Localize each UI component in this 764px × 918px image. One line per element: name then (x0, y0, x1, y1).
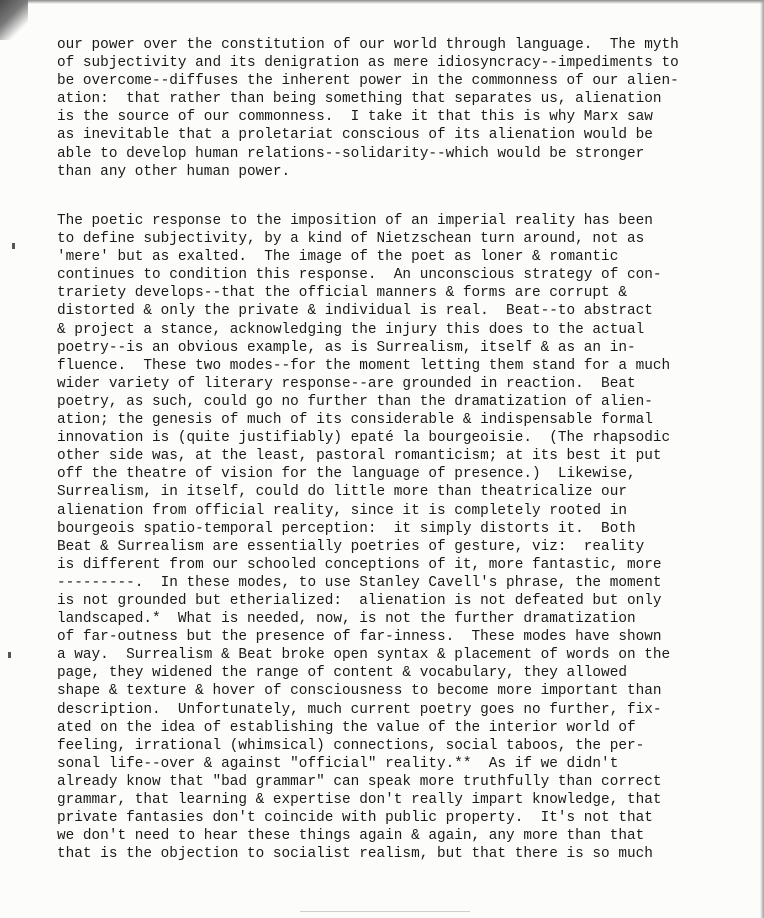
paragraph-2 (57, 212, 705, 863)
text-line: ation; the genesis of much of its considerable & indispensable formal (57, 412, 653, 429)
margin-mark (8, 652, 11, 658)
text-line: shape & texture & hover of consciousness to become more important than (57, 683, 662, 700)
text-line: as inevitable that a proletariat conscious of its alienation would be (57, 127, 653, 144)
text-line: able to develop human relations--solidarity--which would be stronger (57, 145, 645, 162)
text-line: ---------. In these modes, to use Stanley Cavell's phrase, the moment (57, 574, 662, 591)
text-line: private fantasies don't coincide with public property. It's not that (57, 810, 653, 827)
text-line: we don't need to hear these things again & again, any more than that (57, 828, 645, 845)
text-line: fluence. These two modes--for the moment letting them stand for a much (57, 357, 671, 374)
text-line: page, they widened the range of content & vocabulary, they allowed (57, 665, 627, 682)
text-line: wider variety of literary response--are grounded in reaction. Beat (57, 375, 636, 392)
page-corner-shadow (0, 0, 28, 40)
text-line: to define subjectivity, by a kind of Nietzschean turn around, not as (57, 231, 645, 248)
text-line: distorted & only the private & individual is real. Beat--to abstract (57, 303, 653, 320)
text-line: innovation is (quite justifiably) epaté la bourgeoisie. (The rhapsodic (57, 430, 671, 447)
text-line: poetry--is an obvious example, as is Surrealism, itself & as an in- (57, 339, 636, 356)
page-bottom-mark (300, 911, 470, 912)
text-line: & project a stance, acknowledging the injury this does to the actual (57, 321, 645, 338)
text-line: sonal life--over & against "official" reality.** As if we didn't (57, 755, 619, 772)
text-line: The poetic response to the imposition of an imperial reality has been (57, 213, 653, 229)
margin-mark (12, 243, 15, 249)
page-top-edge-shadow (0, 0, 764, 4)
text-line: already know that "bad grammar" can speak more truthfully than correct (57, 773, 662, 790)
text-line: landscaped.* What is needed, now, is not the further dramatization (57, 611, 636, 628)
text-line: be overcome--diffuses the inherent power in the commonness of our alien- (57, 73, 679, 90)
text-line: bourgeois spatio-temporal perception: it simply distorts it. Both (57, 520, 636, 537)
text-line: of far-outness but the presence of far-inness. These modes have shown (57, 629, 662, 646)
text-line: is different from our schooled conceptions of it, more fantastic, more (57, 556, 662, 573)
text-line: Surrealism, in itself, could do little more than theatricalize our (57, 484, 627, 501)
text-line: is the source of our commonness. I take it that this is why Marx saw (57, 109, 653, 126)
text-line: a way. Surrealism & Beat broke open syntax & placement of words on the (57, 647, 671, 664)
text-line: other side was, at the least, pastoral romanticism; at its best it put (57, 448, 662, 465)
text-line: 'mere' but as exalted. The image of the poet as loner & romantic (57, 249, 619, 266)
text-line: our power over the constitution of our world through language. The myth (57, 37, 679, 53)
text-line: poetry, as such, could go no further than the dramatization of alien- (57, 393, 653, 410)
text-line: grammar, that learning & expertise don't really impart knowledge, that (57, 792, 662, 808)
text-line: continues to condition this response. An unconscious strategy of con- (57, 267, 662, 284)
text-line: is not grounded but etherialized: alienation is not defeated but only (57, 592, 662, 609)
text-line: trariety develops--that the official manners & forms are corrupt & (57, 285, 627, 302)
text-line: ated on the idea of establishing the value of the interior world of (57, 719, 636, 736)
text-line: of subjectivity and its denigration as mere idiosyncracy--impediments to (57, 55, 679, 72)
text-line: than any other human power. (57, 163, 291, 180)
text-line: feeling, irrational (whimsical) connections, social taboos, the per- (57, 737, 645, 754)
text-line: ation: that rather than being something that separates us, alienation (57, 91, 662, 108)
paragraph-1 (57, 36, 705, 181)
page-right-edge-shadow (760, 0, 764, 918)
text-line: that is the objection to socialist realism, but that there is so much (57, 846, 653, 863)
text-line: off the theatre of vision for the language of presence.) Likewise, (57, 466, 636, 483)
text-line: description. Unfortunately, much current poetry goes no further, fix- (57, 701, 662, 718)
text-line: Beat & Surrealism are essentially poetries of gesture, viz: reality (57, 538, 645, 555)
text-line: alienation from official reality, since it is completely rooted in (57, 502, 627, 519)
